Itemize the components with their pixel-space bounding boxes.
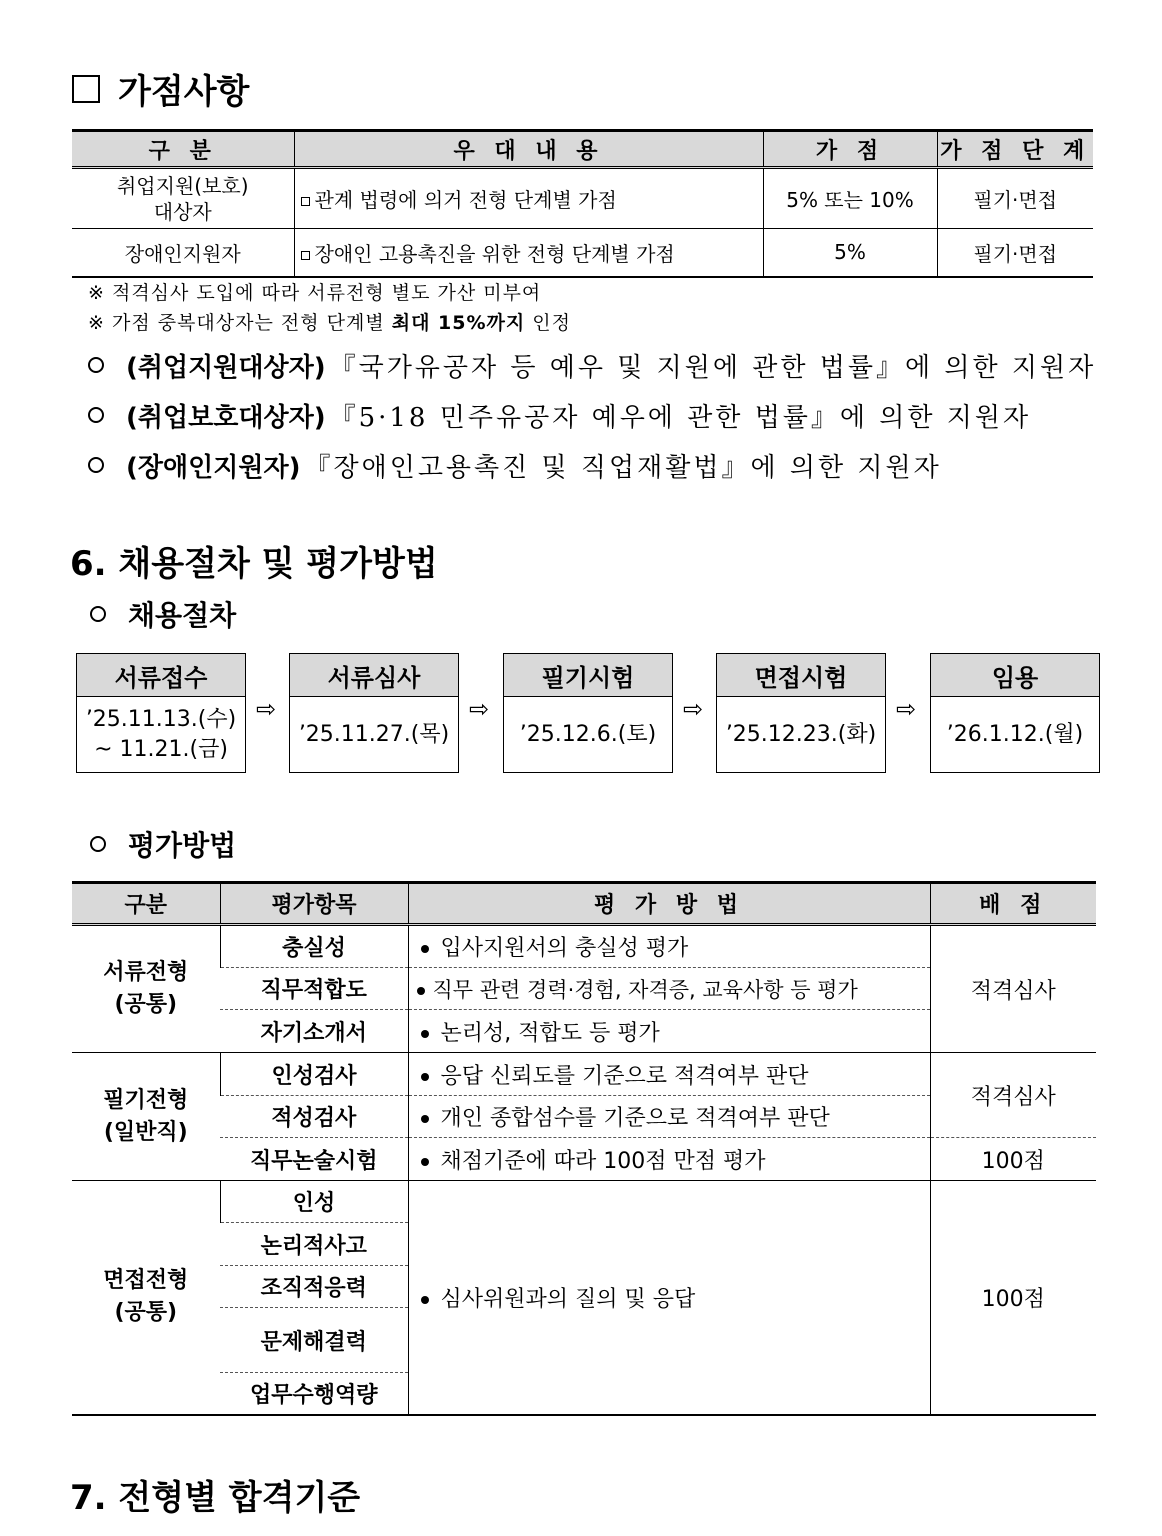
criteria-label: (장애인지원자) xyxy=(126,452,301,483)
eval-item: 직무논술시험 xyxy=(220,1138,408,1181)
eval-score: 100점 xyxy=(930,1138,1096,1181)
row-stage: 필기·면접 xyxy=(937,168,1093,229)
bullet-icon xyxy=(417,987,425,995)
procedure-flow xyxy=(76,653,1100,773)
list-item xyxy=(88,390,1096,440)
evaluation-subheading xyxy=(90,824,236,864)
eval-method-text: 심사위원과의 질의 및 응답 xyxy=(440,1286,696,1312)
arrow-right-icon: ⇨ xyxy=(896,695,917,723)
step-box xyxy=(716,653,886,773)
table-row xyxy=(72,925,1096,968)
section-6-title: 6. 채용절차 및 평가방법 xyxy=(70,544,438,584)
step-name: 필기시험 xyxy=(504,654,672,697)
step-name: 서류심사 xyxy=(290,654,458,697)
eval-method xyxy=(408,1010,930,1053)
row-content xyxy=(294,229,763,277)
step-box xyxy=(76,653,246,773)
note-2 xyxy=(88,308,571,338)
note-2-text: ※ 가점 중복대상자는 전형 단계별 xyxy=(88,312,392,334)
criteria-label: (취업보호대상자) xyxy=(126,402,326,433)
eval-method xyxy=(408,925,930,968)
checkbox-square-icon xyxy=(72,75,100,103)
eval-item: 문제해결력 xyxy=(220,1308,408,1373)
header-category: 구분 xyxy=(72,883,220,925)
eval-method-text: 입사지원서의 충실성 평가 xyxy=(440,936,689,961)
note-2-text-end: 인정 xyxy=(525,312,571,334)
step-name: 서류접수 xyxy=(77,654,245,697)
eval-item: 충실성 xyxy=(220,925,408,968)
eval-method-text: 채점기준에 따라 100점 만점 평가 xyxy=(440,1148,766,1174)
eval-score: 적격심사 xyxy=(930,925,1096,1053)
table-row xyxy=(72,1181,1096,1223)
bonus-heading xyxy=(72,64,249,113)
bonus-title: 가점사항 xyxy=(118,72,250,112)
header-score: 배 점 xyxy=(930,883,1096,925)
eval-score: 적격심사 xyxy=(930,1053,1096,1138)
header-item: 평가항목 xyxy=(220,883,408,925)
bullet-icon xyxy=(421,1115,429,1123)
eval-item: 조직적응력 xyxy=(220,1266,408,1308)
eval-method-text: 논리성, 적합도 등 평가 xyxy=(440,1020,660,1046)
circle-bullet-icon xyxy=(90,606,106,622)
header-method: 평 가 방 법 xyxy=(408,883,930,925)
procedure-subheading xyxy=(90,594,236,634)
row-category: 장애인지원자 xyxy=(72,229,294,277)
criteria-text: 『국가유공자 등 예우 및 지원에 관한 법률』에 의한 지원자 xyxy=(329,352,1097,383)
row-content xyxy=(294,168,763,229)
table-row xyxy=(72,1138,1096,1181)
eval-method xyxy=(408,968,930,1010)
bullet-icon xyxy=(421,945,429,953)
step-date: ’26.1.12.(월) xyxy=(946,721,1084,747)
table-row xyxy=(72,229,1093,277)
eval-item: 자기소개서 xyxy=(220,1010,408,1053)
arrow-right-icon: ⇨ xyxy=(683,695,704,723)
row-content-text: 관계 법령에 의거 전형 단계별 가점 xyxy=(314,188,617,212)
row-points: 5% xyxy=(763,229,937,277)
step-date: ’25.11.13.(수) ~ 11.21.(금) xyxy=(85,706,237,762)
eval-method xyxy=(408,1053,930,1096)
eval-item: 업무수행역량 xyxy=(220,1373,408,1415)
arrow-right-icon: ⇨ xyxy=(256,695,277,723)
eval-method xyxy=(408,1138,930,1181)
circle-bullet-icon xyxy=(88,357,104,373)
evaluation-title: 평가방법 xyxy=(128,829,237,862)
table-row xyxy=(72,1053,1096,1096)
step-name: 임용 xyxy=(931,654,1099,697)
criteria-label: (취업지원대상자) xyxy=(126,352,326,383)
bullet-icon xyxy=(421,1030,429,1038)
note-1: ※ 적격심사 도입에 따라 서류전형 별도 가산 미부여 xyxy=(88,282,542,304)
list-item xyxy=(88,440,1096,490)
eval-method-text: 응답 신뢰도를 기준으로 적격여부 판단 xyxy=(440,1063,809,1089)
header-content: 우 대 내 용 xyxy=(294,131,763,168)
header-category: 구 분 xyxy=(72,131,294,168)
step-date: ’25.11.27.(목) xyxy=(298,721,450,747)
circle-bullet-icon xyxy=(88,407,104,423)
eval-item: 논리적사고 xyxy=(220,1223,408,1266)
eval-item: 직무적합도 xyxy=(220,968,408,1010)
eval-method xyxy=(408,1181,930,1415)
eval-item: 적성검사 xyxy=(220,1096,408,1138)
header-points: 가 점 xyxy=(763,131,937,168)
evaluation-table xyxy=(72,881,1096,1416)
eval-method-text: 직무 관련 경력·경험, 자격증, 교육사항 등 평가 xyxy=(432,977,858,1002)
row-content-text: 장애인 고용촉진을 위한 전형 단계별 가점 xyxy=(314,241,675,266)
evaluation-table-header xyxy=(72,883,1096,925)
eval-method xyxy=(408,1096,930,1138)
step-name: 면접시험 xyxy=(717,654,885,697)
eval-item: 인성 xyxy=(220,1181,408,1223)
circle-bullet-icon xyxy=(90,836,106,852)
criteria-text: 『5·18 민주유공자 예우에 관한 법률』에 의한 지원자 xyxy=(329,402,1032,433)
step-box xyxy=(289,653,459,773)
procedure-title: 채용절차 xyxy=(128,599,237,632)
criteria-text: 『장애인고용촉진 및 직업재활법』에 의한 지원자 xyxy=(304,452,942,483)
group-written: 필기전형 (일반직) xyxy=(72,1053,220,1181)
step-box xyxy=(503,653,673,773)
small-square-icon xyxy=(301,251,310,260)
bullet-icon xyxy=(421,1158,429,1166)
row-points: 5% 또는 10% xyxy=(763,168,937,229)
bullet-icon xyxy=(421,1296,429,1304)
eval-score: 100점 xyxy=(930,1181,1096,1415)
bonus-table xyxy=(72,129,1093,278)
arrow-right-icon: ⇨ xyxy=(469,695,490,723)
bullet-icon xyxy=(421,1073,429,1081)
step-box xyxy=(930,653,1100,773)
eval-method-text: 개인 종합섬수를 기준으로 적격여부 판단 xyxy=(440,1106,830,1131)
section-7-title: 7. 전형별 합격기준 xyxy=(70,1478,361,1518)
circle-bullet-icon xyxy=(88,457,104,473)
row-stage: 필기·면접 xyxy=(937,229,1093,277)
eval-item: 인성검사 xyxy=(220,1053,408,1096)
bonus-table-header xyxy=(72,131,1093,168)
bonus-notes xyxy=(88,278,571,338)
list-item xyxy=(88,340,1096,390)
table-row xyxy=(72,168,1093,229)
group-interview: 면접전형 (공통) xyxy=(72,1181,220,1415)
note-2-emphasis: 최대 15%까지 xyxy=(391,312,526,334)
header-stage: 가 점 단 계 xyxy=(937,131,1093,168)
bonus-criteria-list xyxy=(88,340,1096,490)
step-date: ’25.12.6.(토) xyxy=(519,721,657,747)
small-square-icon xyxy=(301,197,310,206)
step-date: ’25.12.23.(화) xyxy=(725,721,877,747)
group-document: 서류전형 (공통) xyxy=(72,925,220,1053)
row-category: 취업지원(보호) 대상자 xyxy=(72,168,294,229)
